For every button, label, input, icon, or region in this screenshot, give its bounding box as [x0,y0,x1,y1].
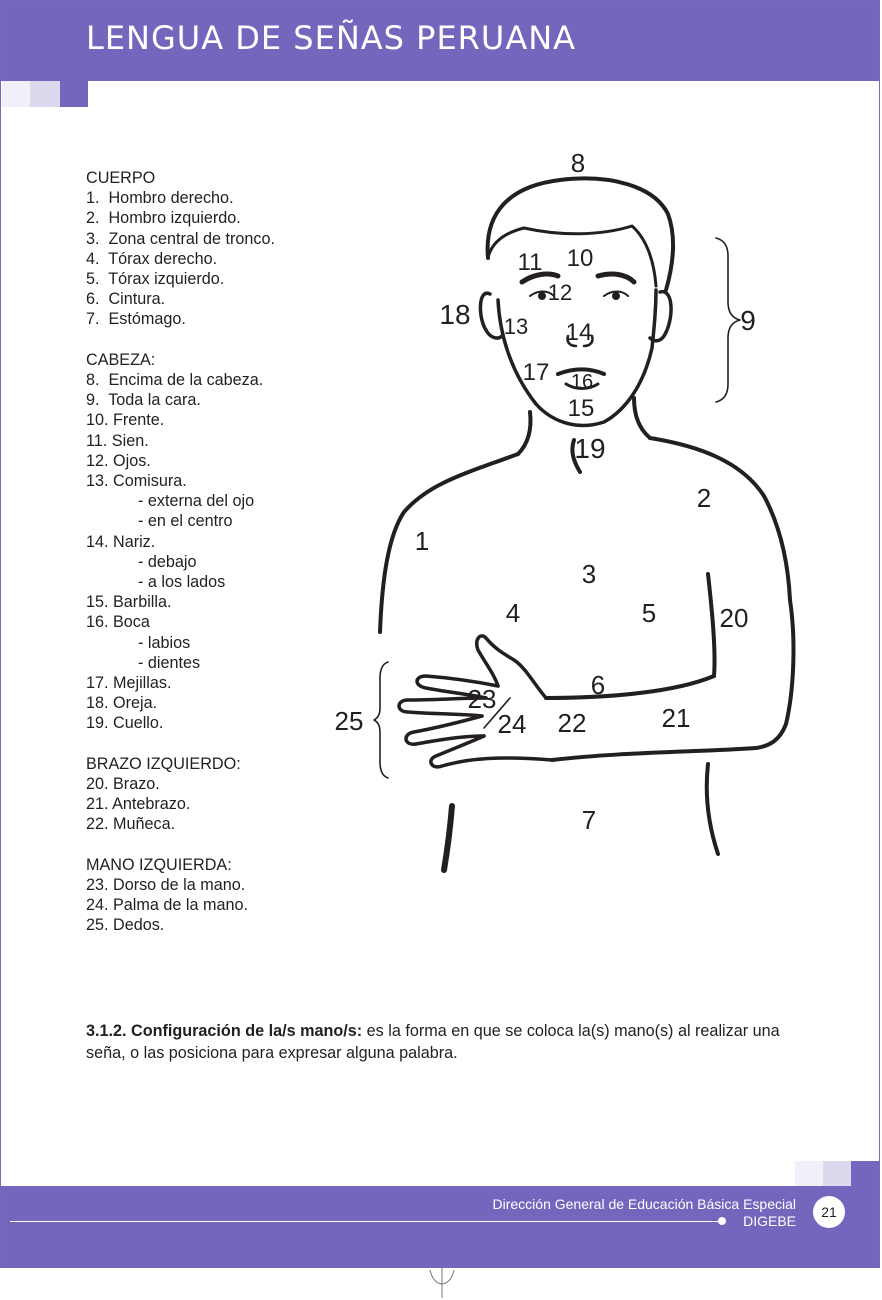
legend-subitem: - en el centro [138,512,233,531]
legend-item: 9. Toda la cara. [86,391,201,410]
legend-item: 4. Tórax derecho. [86,249,218,268]
label-14: 14 [565,319,593,346]
legend-item: 3. Zona central de tronco. [86,229,275,248]
legend-item: 1. Hombro derecho. [86,189,234,208]
legend-item: 22. Muñeca. [86,815,176,834]
footer-rule [10,1221,722,1222]
label-20: 20 [719,603,749,633]
legend-heading: CUERPO [86,169,156,187]
label-18: 18 [439,299,471,330]
label-22: 22 [557,708,587,738]
label-15: 15 [567,395,595,422]
label-24: 24 [497,709,527,739]
label-7: 7 [581,805,597,835]
body-diagram [320,140,820,890]
section-paragraph [86,1020,806,1064]
header-band [1,1,879,81]
footer-organization: Dirección General de Educación Básica Especial [492,1196,796,1212]
footer-abbreviation: DIGEBE [743,1213,796,1229]
legend-item: 17. Mejillas. [86,674,172,693]
legend-gap [86,330,275,350]
page-number: 21 [813,1196,845,1228]
label-5: 5 [641,598,657,628]
legend-item: 20. Brazo. [86,775,160,794]
label-11: 11 [517,249,543,276]
label-25: 25 [334,706,364,736]
footer-deco-square [823,1161,851,1187]
legend-heading: CABEZA: [86,350,156,369]
legend-item: 25. Dedos. [86,916,165,935]
legend-item: 6. Cintura. [86,290,166,309]
legend-item: 15. Barbilla. [86,593,172,612]
label-1: 1 [414,526,430,556]
label-6: 6 [590,670,606,700]
page-title: LENGUA DE SEÑAS PERUANA [86,19,577,57]
legend-item: 21. Antebrazo. [86,795,191,814]
label-21: 21 [661,703,691,733]
legend-item: 13. Comisura. [86,472,187,491]
crop-mark-icon [428,1268,456,1298]
footer-deco-square [851,1161,879,1187]
section-text: es la forma en que se coloca la(s) mano(s) al realizar una seña, o las posiciona para expresar alguna palabra. [86,1022,780,1062]
header-deco-square [2,81,30,107]
label-2: 2 [696,483,712,513]
legend-item: 19. Cuello. [86,714,164,733]
body-parts-legend [86,168,275,936]
label-19: 19 [574,433,606,464]
legend-item: 7. Estómago. [86,310,186,329]
legend-item: 10. Frente. [86,411,165,430]
section-heading: 3.1.2. Configuración de la/s mano/s: [86,1022,363,1040]
legend-subitem: - labios [138,633,191,652]
legend-item: 11. Sien. [86,431,149,450]
legend-item: 8. Encima de la cabeza. [86,371,264,390]
legend-heading: BRAZO IZQUIERDO: [86,754,241,773]
footer-rule-dot [718,1217,726,1225]
legend-heading: MANO IZQUIERDA: [86,855,232,874]
header-deco-square [30,81,60,107]
label-17: 17 [522,359,550,386]
header-deco-square [60,81,88,107]
legend-item: 12. Ojos. [86,451,151,470]
label-4: 4 [505,598,521,628]
legend-item: 2. Hombro izquierdo. [86,209,241,228]
legend-subitem: - debajo [138,552,197,571]
legend-item: 23. Dorso de la mano. [86,876,246,895]
label-10: 10 [566,245,594,272]
legend-gap [86,734,275,754]
label-13: 13 [503,314,529,339]
legend-subitem: - a los lados [138,573,226,592]
legend-item: 24. Palma de la mano. [86,896,248,915]
legend-item: 14. Nariz. [86,532,156,551]
legend-item: 16. Boca [86,613,150,632]
legend-subitem: - externa del ojo [138,492,255,511]
label-23: 23 [467,684,497,714]
legend-item: 5. Tórax izquierdo. [86,270,225,289]
label-9: 9 [740,305,756,336]
label-8: 8 [570,148,586,178]
label-16: 16 [570,371,594,393]
legend-subitem: - dientes [138,653,201,672]
legend-gap [86,835,275,855]
footer-deco-square [795,1161,823,1187]
label-12: 12 [547,280,573,305]
label-3: 3 [581,559,597,589]
legend-item: 18. Oreja. [86,694,158,713]
